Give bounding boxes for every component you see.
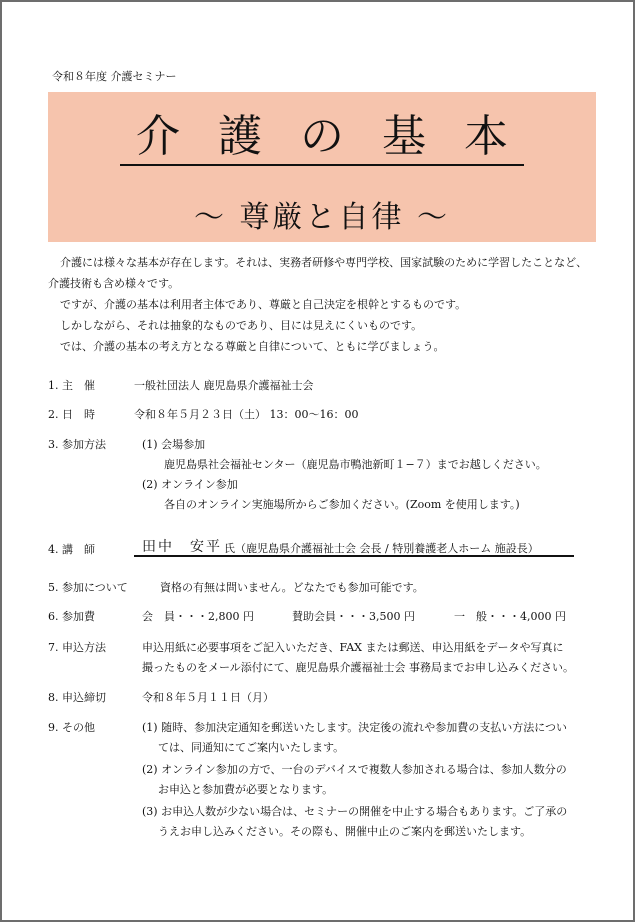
- item-number: 9.: [48, 721, 59, 734]
- seminar-header-label: 令和８年度 介護セミナー: [52, 70, 177, 83]
- item-label: 参加方法: [62, 438, 106, 451]
- fee-general: 一 般・・・4,000 円: [454, 610, 566, 623]
- banner-underline: [120, 164, 524, 166]
- banner-subtitle: 〜 尊厳と自律 〜: [193, 200, 451, 235]
- application-line: 申込用紙に必要事項をご記入いただき、FAX または郵送、申込用紙をデータや写真に: [142, 641, 564, 654]
- item-label: その他: [62, 721, 95, 734]
- item-number: 1.: [48, 379, 59, 392]
- other-note: (1) 随時、参加決定通知を郵送いたします。決定後の流れや参加費の支払い方法につい: [142, 721, 567, 734]
- other-note: ては、同通知にてご案内いたします。: [158, 741, 345, 754]
- method-venue-detail: 鹿児島県社会福祉センター（鹿児島市鴨池新町１−７）までお越しください。: [164, 458, 547, 471]
- item-number: 3.: [48, 438, 59, 451]
- datetime-value: 令和８年５月２３日（土） 13：00〜16：00: [134, 408, 359, 421]
- intro-paragraph: しかしながら、それは抽象的なものであり、目には見えにくいものです。: [60, 319, 423, 332]
- item-label: 申込締切: [62, 691, 106, 704]
- item-number: 8.: [48, 691, 59, 704]
- intro-text: [48, 252, 598, 357]
- intro-paragraph: 介護には様々な基本が存在します。それは、実務者研修や専門学校、国家試験のために学習したことなど、介護技術も含め様々です。: [48, 256, 588, 290]
- deadline-value: 令和８年５月１１日（月）: [142, 691, 274, 704]
- eligibility-value: 資格の有無は問いません。どなたでも参加可能です。: [160, 581, 424, 594]
- intro-paragraph: ですが、介護の基本は利用者主体であり、尊厳と自己決定を根幹とするものです。: [60, 298, 467, 311]
- fee-supporter: 賛助会員・・・3,500 円: [292, 610, 415, 623]
- application-line: 撮ったものをメール添付にて、鹿児島県介護福祉士会 事務局までお申し込みください。: [142, 661, 575, 674]
- method-online-detail: 各自のオンライン実施場所からご参加ください。(Zoom を使用します。): [164, 498, 520, 511]
- item-label: 申込方法: [62, 641, 106, 654]
- lecturer-name: 田中 安平: [142, 539, 222, 555]
- banner-title: 介護の基本: [136, 111, 546, 162]
- lecturer-affiliation: 氏（鹿児島県介護福祉士会 会長 / 特別養護老人ホーム 施設長）: [224, 542, 539, 555]
- organizer-value: 一般社団法人 鹿児島県介護福祉士会: [134, 379, 314, 392]
- title-banner: [48, 92, 596, 242]
- item-label: 日 時: [62, 408, 95, 421]
- item-number: 4.: [48, 543, 59, 556]
- item-label: 主 催: [62, 379, 95, 392]
- item-number: 6.: [48, 610, 59, 623]
- item-number: 2.: [48, 408, 59, 421]
- other-note: (3) お申込人数が少ない場合は、セミナーの開催を中止する場合もあります。ご了承の: [142, 805, 568, 818]
- item-application: [48, 638, 608, 678]
- item-number: 5.: [48, 581, 59, 594]
- item-label: 参加について: [62, 581, 128, 594]
- item-method: [48, 435, 608, 515]
- fee-member: 会 員・・・2,800 円: [142, 610, 254, 623]
- other-note: うえお申し込みください。その際も、開催中止のご案内を郵送いたします。: [158, 825, 532, 838]
- item-label: 講 師: [62, 543, 95, 556]
- intro-paragraph: では、介護の基本の考え方となる尊厳と自律について、ともに学びましょう。: [60, 340, 445, 353]
- method-option-online: (2) オンライン参加: [142, 478, 238, 491]
- method-option-venue: (1) 会場参加: [142, 438, 206, 451]
- other-note: お申込と参加費が必要となります。: [158, 783, 334, 796]
- item-other: [48, 718, 608, 848]
- item-number: 7.: [48, 641, 59, 654]
- item-label: 参加費: [62, 610, 95, 623]
- other-note: (2) オンライン参加の方で、一台のデバイスで複数人参加される場合は、参加人数分の: [142, 763, 567, 776]
